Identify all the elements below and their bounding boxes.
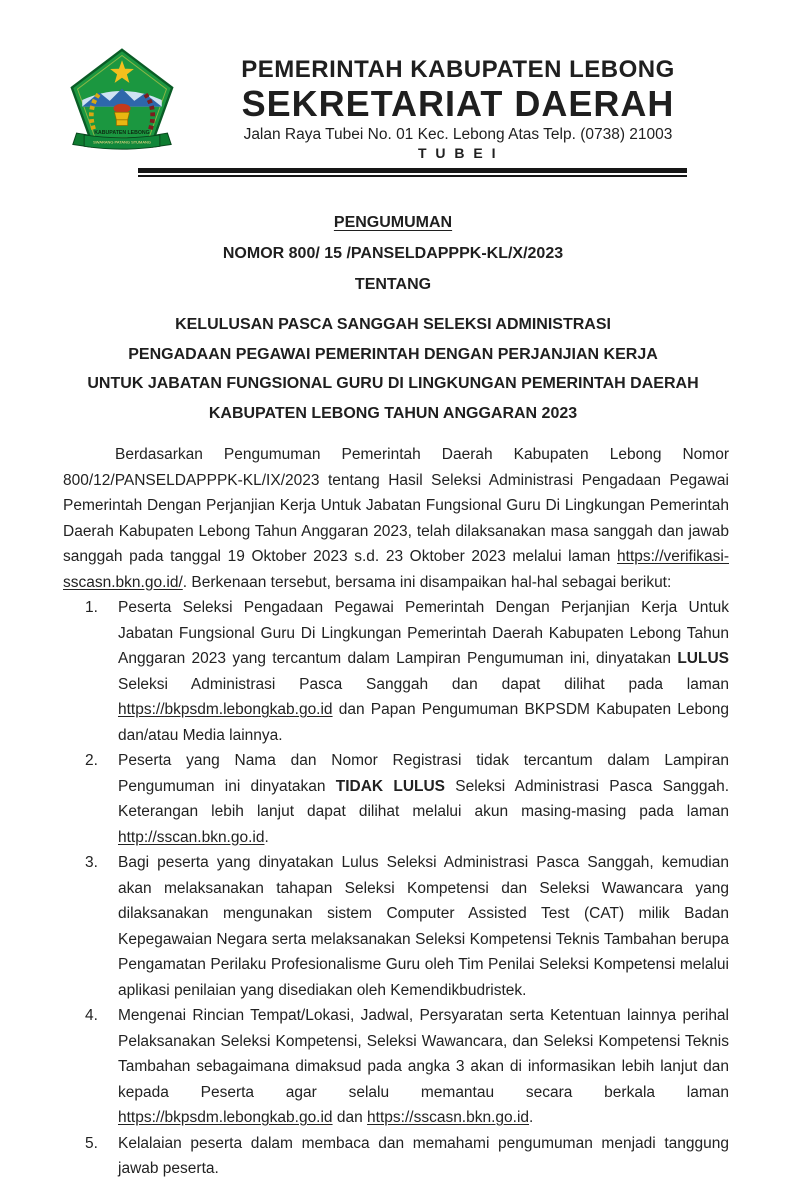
- text-run: Peserta yang Nama dan Nomor Registrasi tidak tercantum dalam Lampiran Pengumuman ini dinyatakan: [118, 752, 729, 795]
- list-item-1: [63, 595, 729, 748]
- list-item-4: [63, 1003, 729, 1131]
- list-item-number: 1.: [85, 599, 98, 616]
- text-run: Seleksi Administrasi Pasca Sanggah dan dapat dilihat pada laman: [118, 675, 729, 693]
- svg-text:KABUPATEN LEBONG: KABUPATEN LEBONG: [94, 130, 150, 137]
- text-run: dan: [332, 1109, 368, 1126]
- list-item-text: [118, 748, 729, 850]
- list-item-text: [118, 1003, 729, 1131]
- text-run: Bagi peserta yang dinyatakan Lulus Seleksi Administrasi Pasca Sanggah, kemudian akan melaksanakan tahapan Seleksi Kompetensi dan Seleksi Wawancara yang dilaksanakan mengunakan sistem Computer Assisted Test (CAT) milik Badan Kepegawaian Negara serta melaksanakan Seleksi Kompetensi Teknis Tambahan berupa Pengamatan Perilaku Profesionalisme Guru oleh Tim Penilai Seleksi Kompetensi melalui aplikasi penilaian yang disediakan oleh Kemendikbudristek.: [118, 854, 729, 999]
- government-name: PEMERINTAH KABUPATEN LEBONG: [241, 56, 675, 83]
- text-run: .: [264, 828, 269, 846]
- list-item-number: 2.: [85, 752, 98, 769]
- office-city: T U B E I: [417, 145, 499, 161]
- announcement-heading: PENGUMUMAN: [333, 214, 453, 231]
- text-run: . Berkenaan tersebut, bersama ini disampaikan hal-hal sebagai berikut:: [182, 573, 672, 591]
- text-run: TIDAK LULUS: [335, 777, 446, 795]
- numbered-list: [63, 595, 729, 1182]
- svg-text:SWARANG PATANG STUMANG: SWARANG PATANG STUMANG: [93, 139, 151, 145]
- office-name: SEKRETARIAT DAERAH: [241, 83, 675, 124]
- text-run: dan Papan Pengumuman BKPSDM Kabupaten Lebong dan/atau Media lainnya.: [118, 701, 729, 744]
- url-text: https://sscasn.bkn.go.id: [367, 1109, 530, 1126]
- url-text: https://bkpsdm.lebongkab.go.id: [118, 1109, 333, 1126]
- announcement-about-label: TENTANG: [354, 276, 432, 293]
- office-address: Jalan Raya Tubei No. 01 Kec. Lebong Atas Telp. (0738) 21003: [243, 126, 673, 143]
- subject-line: KELULUSAN PASCA SANGGAH SELEKSI ADMINISTRASI: [175, 316, 611, 333]
- subject-line: UNTUK JABATAN FUNGSIONAL GURU DI LINGKUNGAN PEMERINTAH DAERAH: [87, 375, 699, 392]
- subject-block: [0, 310, 786, 428]
- list-item-text: [118, 595, 729, 748]
- intro-paragraph: [63, 442, 729, 595]
- text-run: Mengenai Rincian Tempat/Lokasi, Jadwal, Persyaratan serta Ketentuan lainnya perihal Pelaksanakan Seleksi Kompetensi, Seleksi Wawancara, dan Seleksi Kompetensi Teknis Tambahan sebagaimana dimaksud pada angka 3 akan di informasikan lebih lanjut dan kepada Peserta agar selalu memantau secara berkala laman: [118, 1007, 729, 1101]
- list-item-5: [63, 1131, 729, 1182]
- lebong-regency-seal-logo: [63, 46, 181, 152]
- list-item-text: [118, 1131, 729, 1182]
- url-text: http://sscan.bkn.go.id: [118, 828, 265, 846]
- list-item-2: [63, 748, 729, 850]
- text-run: Kelalaian peserta dalam membaca dan memahami pengumuman menjadi tanggung jawab peserta.: [118, 1134, 729, 1177]
- announcement-number: NOMOR 800/ 15 /PANSELDAPPPK-KL/X/2023: [222, 245, 564, 262]
- list-item-number: 4.: [85, 1007, 98, 1024]
- text-run: Berdasarkan Pengumuman Pemerintah Daerah Kabupaten Lebong Nomor 800/12/PANSELDAPPPK-KL/IX/2023 tentang Hasil Seleksi Administrasi Pengadaan Pegawai Pemerintah Dengan Perjanjian Kerja Untuk Jabatan Fungsional Guru Di Lingkungan Pemerintah Daerah Kabupaten Lebong Tahun Anggaran 2023, telah dilaksanakan masa sanggah dan jawab sanggah pada tanggal 19 Oktober 2023 s.d. 23 Oktober 2023 melalui laman: [63, 446, 729, 565]
- text-run: Peserta Seleksi Pengadaan Pegawai Pemerintah Dengan Perjanjian Kerja Untuk Jabatan Fungsional Guru Di Lingkungan Pemerintah Daerah Kabupaten Lebong Tahun Anggaran 2023 yang tercantum dalam Lampiran Pengumuman ini, dinyatakan: [118, 599, 729, 667]
- list-item-number: 3.: [85, 854, 98, 871]
- url-text: https://bkpsdm.lebongkab.go.id: [118, 701, 333, 718]
- url-text: https://verifikasi-sscasn.bkn.go.id/: [63, 548, 729, 591]
- list-item-text: [118, 850, 729, 1003]
- document-body: [0, 442, 786, 1182]
- subject-line: PENGADAAN PEGAWAI PEMERINTAH DENGAN PERJANJIAN KERJA: [128, 345, 658, 363]
- text-run: .: [529, 1109, 534, 1126]
- list-item-number: 5.: [85, 1134, 98, 1152]
- letterhead-divider: [138, 168, 687, 177]
- subject-line: KABUPATEN LEBONG TAHUN ANGGARAN 2023: [208, 404, 578, 422]
- text-run: LULUS: [677, 650, 729, 667]
- document-title-block: [0, 207, 786, 300]
- letterhead: [0, 0, 786, 177]
- list-item-3: [63, 850, 729, 1003]
- letterhead-text: [181, 56, 729, 162]
- text-run: Seleksi Administrasi Pasca Sanggah. Keterangan lebih lanjut dapat dilihat melalui akun masing-masing pada laman: [118, 777, 730, 820]
